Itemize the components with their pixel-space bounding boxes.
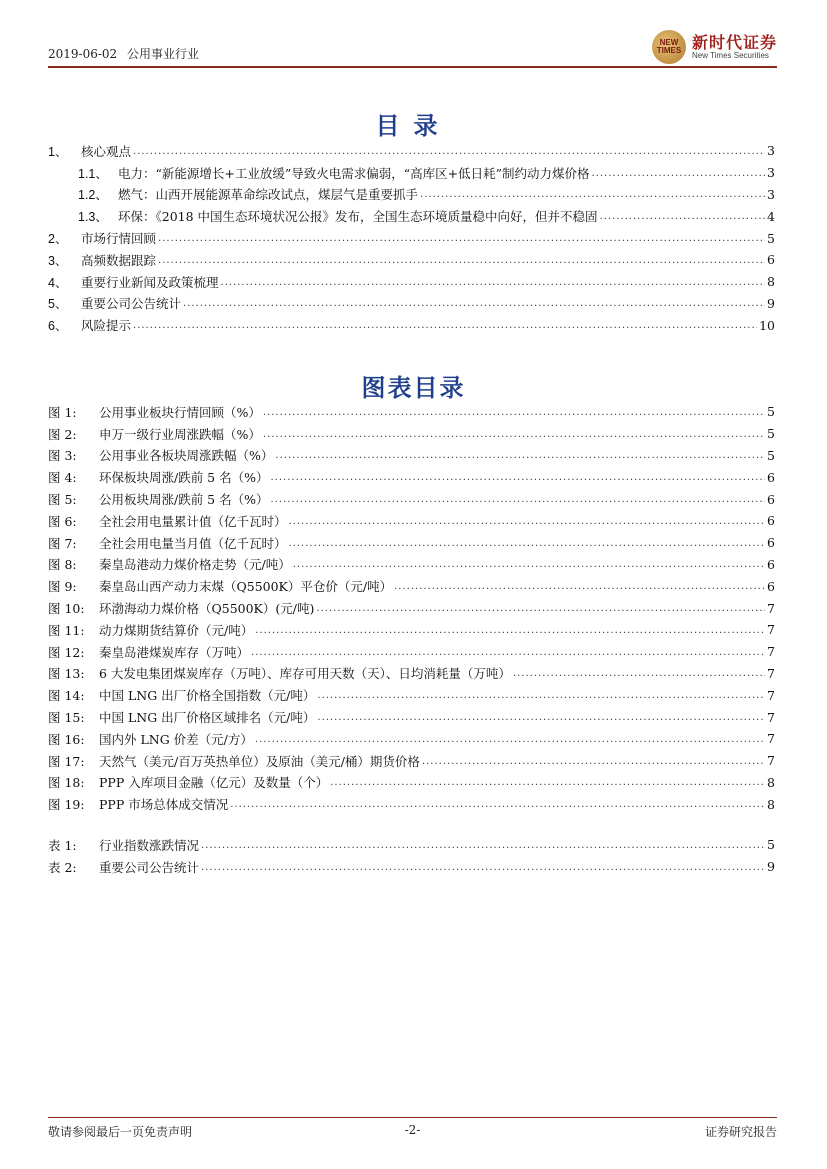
footer-divider [48,1117,777,1118]
header-divider [48,66,777,68]
figure-entry[interactable] [48,793,775,815]
toc-entry[interactable] [48,140,775,162]
page-number: -2- [404,1123,421,1137]
figure-entry[interactable] [48,772,775,794]
figure-entry-number: 图 15: [48,710,85,726]
figure-entry-number: 图 11: [48,622,85,638]
report-category: 公用事业行业 [127,47,200,61]
table-entry[interactable] [48,834,775,856]
figure-entry-leader [289,538,766,549]
figure-entry-page: 7 [767,709,775,725]
toc-entry-number: 1.2、 [78,188,108,203]
figure-entry-leader [293,559,765,570]
figure-entry-text: 环保板块周涨/跌前 5 名（%） [99,470,269,486]
toc-list [48,140,775,336]
figure-entry-number: 图 1: [48,404,77,420]
figure-entry-page: 8 [767,774,775,790]
figure-entry-text: 中国 LNG 出厂价格全国指数（元/吨） [99,688,316,704]
table-entry-text: 重要公司公告统计 [99,859,200,875]
figure-entry-number: 图 7: [48,535,77,551]
toc-entry-number: 4、 [48,275,68,290]
figure-entry[interactable] [48,423,775,445]
toc-entry-page: 4 [767,208,775,224]
toc-entry-number: 1.1、 [78,166,108,181]
figure-entry-page: 6 [767,556,775,572]
figure-entry-leader [251,647,765,658]
figure-entry-leader [317,690,765,701]
figure-list [48,401,775,815]
figure-entry-text: 公用事业板块行情回顾（%） [99,404,261,420]
figure-entry-text: 天然气（美元/百万英热单位）及原油（美元/桶）期货价格 [99,753,420,769]
toc-entry[interactable] [48,271,775,293]
figure-entry-text: 动力煤期货结算价（元/吨） [99,622,254,638]
figure-entry-text: 秦皇岛山西产动力末煤（Q5500K）平仓价（元/吨） [99,579,393,595]
figure-entry-number: 图 5: [48,492,77,508]
figure-entry-number: 图 18: [48,775,85,791]
toc-entry-text: 高频数据跟踪 [81,252,157,268]
report-type: 证券研究报告 [704,1125,777,1139]
figure-entry-page: 7 [767,622,775,638]
figure-entry-page: 7 [767,753,775,769]
figure-entry-number: 图 14: [48,688,85,704]
table-entry-number: 表 2: [48,859,77,875]
figure-entry-leader [271,472,766,483]
toc-entry[interactable] [48,249,775,271]
figure-entry-leader [330,777,765,788]
toc-entry-page: 9 [767,295,775,311]
toc-entry-leader [592,168,766,179]
toc-title: 目录 [375,111,452,140]
figure-entry[interactable] [48,641,775,663]
figure-entry-page: 7 [767,665,775,681]
toc-entry-text: 风险提示 [81,318,132,334]
toc-entry-leader [133,146,765,157]
figure-entry-number: 图 16: [48,731,85,747]
figure-entry-text: 环渤海动力煤价格（Q5500K）(元/吨) [99,601,315,617]
header-info [48,45,199,62]
toc-entry-leader [183,298,765,309]
figure-entry-page: 5 [767,447,775,463]
figure-entry-leader [230,799,765,810]
figure-entry[interactable] [48,401,775,423]
toc-entry-leader [158,233,765,244]
figure-entry[interactable] [48,750,775,772]
figure-entry[interactable] [48,706,775,728]
toc-entry-text: 环保：《2018 中国生态环境状况公报》发布，全国生态环境质量稳中向好，但并不稳固 [118,209,598,225]
figure-entry[interactable] [48,488,775,510]
figure-list-title: 图表目录 [361,373,466,402]
figure-entry-number: 图 2: [48,426,77,442]
figure-entry[interactable] [48,597,775,619]
figure-entry-number: 图 4: [48,470,77,486]
figure-entry[interactable] [48,510,775,532]
figure-entry-text: 申万一级行业周涨跌幅（%） [99,426,261,442]
figure-entry[interactable] [48,445,775,467]
figure-entry-page: 8 [767,796,775,812]
figure-entry-number: 图 6: [48,513,77,529]
figure-entry-page: 6 [767,491,775,507]
toc-entry-page: 5 [767,230,775,246]
toc-entry-page: 8 [767,274,775,290]
figure-entry-leader [263,429,765,440]
toc-entry-number: 2、 [48,232,68,247]
toc-entry[interactable] [48,162,775,184]
figure-entry-page: 7 [767,644,775,660]
figure-entry-text: PPP 市场总体成交情况 [99,797,229,813]
figure-entry-text: 秦皇岛港动力煤价格走势（元/吨） [99,557,291,573]
toc-entry-number: 1.3、 [78,210,108,225]
toc-entry[interactable] [48,184,775,206]
toc-entry-leader [158,255,765,266]
toc-entry[interactable] [48,227,775,249]
figure-entry-number: 图 17: [48,753,85,769]
figure-entry-leader [275,450,765,461]
figure-entry-number: 图 9: [48,579,77,595]
toc-entry-text: 核心观点 [81,143,132,159]
page-header [48,30,777,66]
company-logo [652,30,777,64]
toc-entry-text: 燃气：山西开展能源革命综改试点，煤层气是重要抓手 [118,187,419,203]
table-entry[interactable] [48,856,775,878]
toc-entry[interactable] [48,293,775,315]
toc-entry-number: 6、 [48,319,68,334]
toc-entry-text: 市场行情回顾 [81,231,157,247]
figure-entry-text: 秦皇岛港煤炭库存（万吨） [99,644,250,660]
figure-entry-leader [271,494,766,505]
figure-entry-leader [513,668,765,679]
logo-cn-text: 新时代证券 [691,33,777,52]
figure-entry[interactable] [48,728,775,750]
toc-entry-page: 10 [759,317,775,333]
toc-entry-text: 重要行业新闻及政策梳理 [81,274,219,290]
figure-entry[interactable] [48,554,775,576]
toc-entry-text: 电力：“新能源增长+工业放缓”导致火电需求偏弱，“高库区+低日耗”制约动力煤价格 [118,165,590,181]
figure-entry-text: 中国 LNG 出厂价格区域排名（元/吨） [99,710,316,726]
toc-entry[interactable] [48,314,775,336]
figure-entry[interactable] [48,619,775,641]
figure-entry-page: 5 [767,404,775,420]
toc-entry-number: 3、 [48,253,68,268]
figure-entry[interactable] [48,575,775,597]
figure-entry-leader [255,734,765,745]
table-entry-text: 行业指数涨跌情况 [99,837,200,853]
figure-entry-number: 图 19: [48,797,85,813]
figure-entry-leader [394,581,765,592]
figure-entry-leader [289,516,766,527]
figure-entry-number: 图 12: [48,644,85,660]
figure-entry-text: 全社会用电量当月值（亿千瓦时） [99,535,287,551]
toc-entry-page: 6 [767,252,775,268]
figure-entry-text: PPP 入库项目金融（亿元）及数量（个） [99,775,329,791]
figure-entry-leader [316,603,765,614]
table-entry-number: 表 1: [48,837,77,853]
figure-entry-number: 图 10: [48,601,85,617]
figure-entry-page: 6 [767,469,775,485]
table-entry-leader [201,840,765,851]
table-entry-leader [201,862,765,873]
figure-entry-text: 全社会用电量累计值（亿千瓦时） [99,513,287,529]
figure-entry-page: 7 [767,731,775,747]
figure-entry[interactable] [48,466,775,488]
table-entry-page: 5 [767,837,775,853]
toc-entry-leader [600,211,766,222]
disclaimer-note: 敬请参阅最后一页免责声明 [48,1125,193,1139]
toc-entry-text: 重要公司公告统计 [81,296,182,312]
figure-entry-page: 6 [767,513,775,529]
figure-entry-page: 7 [767,600,775,616]
toc-entry-leader [221,277,766,288]
figure-entry-leader [317,712,765,723]
figure-entry-leader [263,407,765,418]
report-date: 2019-06-02 [48,47,118,61]
toc-entry-page: 3 [767,165,775,181]
figure-entry-page: 6 [767,578,775,594]
figure-entry-number: 图 13: [48,666,85,682]
figure-entry-leader [255,625,765,636]
figure-entry-leader [422,756,765,767]
figure-entry-text: 公用事业各板块周涨跌幅（%） [99,448,274,464]
figure-entry-number: 图 3: [48,448,77,464]
figure-entry-number: 图 8: [48,557,77,573]
logo-mark-icon: NEW TIMES [652,30,686,64]
toc-entry-page: 3 [767,186,775,202]
figure-entry-page: 5 [767,426,775,442]
figure-entry-text: 国内外 LNG 价差（元/方） [99,731,253,747]
figure-entry-text: 6 大发电集团煤炭库存（万吨）、库存可用天数（天）、日均消耗量（万吨） [99,666,511,682]
figure-entry[interactable] [48,663,775,685]
table-entry-page: 9 [767,859,775,875]
figure-entry-text: 公用板块周涨/跌前 5 名（%） [99,492,269,508]
toc-entry-leader [133,320,757,331]
toc-entry-page: 3 [767,143,775,159]
figure-entry-page: 6 [767,535,775,551]
toc-entry[interactable] [48,205,775,227]
figure-entry[interactable] [48,684,775,706]
figure-entry-page: 7 [767,687,775,703]
toc-entry-leader [420,189,765,200]
toc-entry-number: 1、 [48,144,68,159]
toc-entry-number: 5、 [48,297,68,312]
table-list [48,834,775,878]
logo-en-text: New Times Securities [691,51,769,60]
figure-entry[interactable] [48,532,775,554]
